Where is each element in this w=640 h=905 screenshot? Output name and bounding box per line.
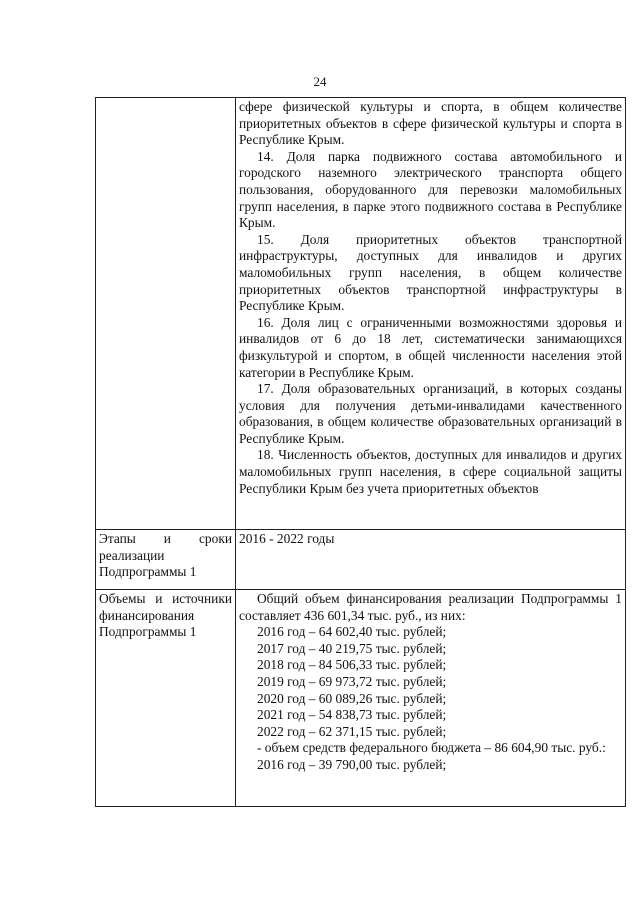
financing-label-cell: Объемы и источники финансирования Подпрограммы 1 bbox=[96, 590, 236, 807]
indicator-paragraph: 18. Численность объектов, доступных для инвалидов и других маломобильных групп населения, в сфере социальной защиты Республики Крым без учета приоритетных объектов bbox=[239, 447, 622, 496]
table-row-financing bbox=[96, 590, 626, 807]
financing-content-cell bbox=[236, 590, 626, 807]
table-row-stages bbox=[96, 530, 626, 590]
table-row-indicators bbox=[96, 98, 626, 530]
indicators-content-cell bbox=[236, 98, 626, 530]
financing-year-line: 2022 год – 62 371,15 тыс. рублей; bbox=[257, 723, 447, 739]
financing-intro: Общий объем финансирования реализации Подпрограммы 1 составляет 436 601,34 тыс. руб., из них: bbox=[239, 591, 622, 623]
federal-budget-line: - объем средств федерального бюджета – 86 604,90 тыс. руб.: bbox=[257, 740, 606, 756]
indicator-paragraph: 16. Доля лиц с ограниченными возможностями здоровья и инвалидов от 6 до 18 лет, систематически занимающихся физкультурой и спортом, в общей численности населения этой категории в Республике Крым. bbox=[239, 314, 622, 380]
page-number: 24 bbox=[313, 74, 327, 89]
indicators-label-cell bbox=[96, 98, 236, 530]
indicator-paragraph: 17. Доля образовательных организаций, в которых созданы условия для получения детьми-инвалидами качественного образования, в общем количестве образовательных организаций в Республике Крым. bbox=[239, 381, 622, 446]
indicator-paragraph: 14. Доля парка подвижного состава автомобильного и городского наземного электрического транспорта общего пользования, оборудованного для перевозки маломобильных групп населения, в парке этого подвижного состава в Республике Крым. bbox=[239, 148, 622, 231]
financing-year-line: 2018 год – 84 506,33 тыс. рублей; bbox=[257, 657, 447, 673]
subprogram-passport-table bbox=[95, 97, 626, 807]
financing-year-line: 2016 год – 64 602,40 тыс. рублей; bbox=[257, 624, 447, 640]
financing-year-line: 2021 год – 54 838,73 тыс. рублей; bbox=[257, 707, 447, 723]
indicator-paragraph: сфере физической культуры и спорта, в общем количестве приоритетных объектов в сфере физической культуры и спорта в Республике Крым. bbox=[239, 99, 622, 148]
stages-value-cell: 2016 - 2022 годы bbox=[236, 530, 626, 590]
stages-label-cell: Этапы и сроки реализации Подпрограммы 1 bbox=[96, 530, 236, 590]
financing-year-line: 2019 год – 69 973,72 тыс. рублей; bbox=[257, 673, 447, 689]
indicator-paragraph: 15. Доля приоритетных объектов транспортной инфраструктуры, доступных для инвалидов и других маломобильных групп населения, в общем количестве приоритетных объектов транспортной инфраструктуры в Республике Крым. bbox=[239, 231, 622, 314]
federal-year-line: 2016 год – 39 790,00 тыс. рублей; bbox=[257, 756, 447, 772]
financing-year-line: 2020 год – 60 089,26 тыс. рублей; bbox=[257, 690, 447, 706]
financing-year-line: 2017 год – 40 219,75 тыс. рублей; bbox=[257, 640, 447, 656]
